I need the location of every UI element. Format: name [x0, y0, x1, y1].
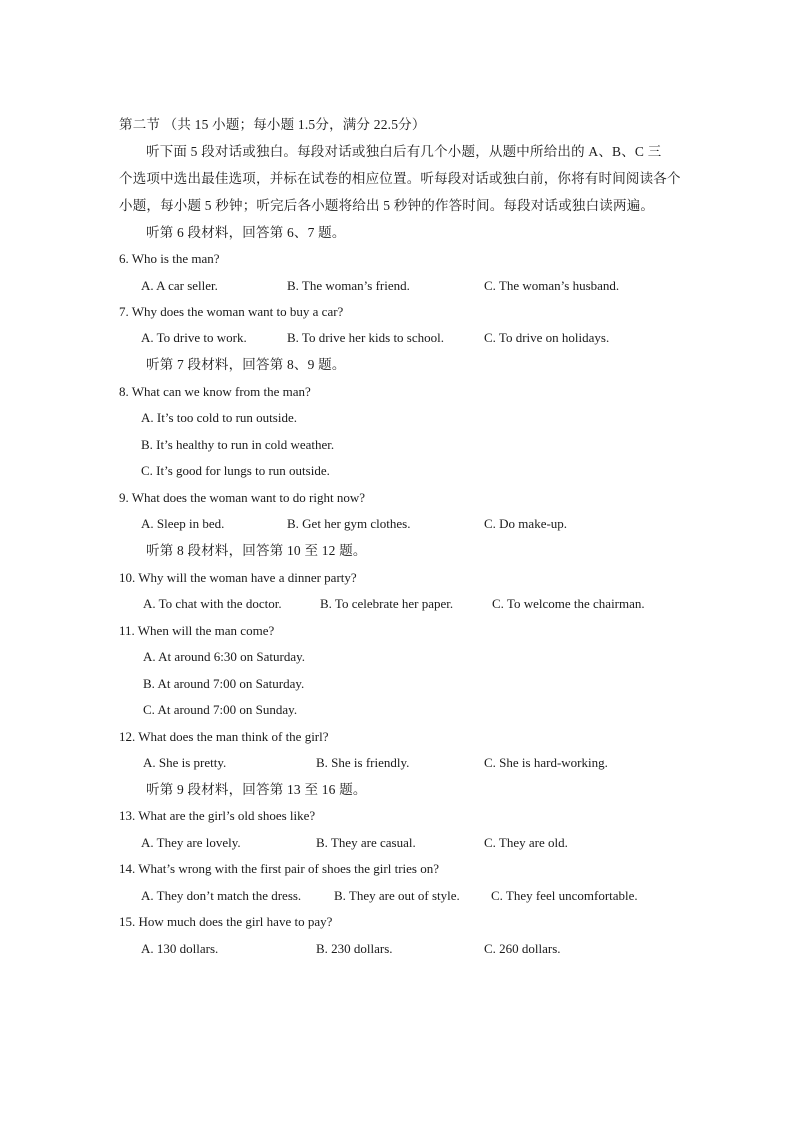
question-10-option-a: A. To chat with the doctor. [143, 596, 282, 611]
question-6-option-c: C. The woman’s husband. [484, 278, 620, 293]
question-10-option-c: C. To welcome the chairman. [492, 596, 645, 611]
direction-passage-9: 听第 9 段材料，回答第 13 至 16 题。 [146, 782, 367, 797]
question-14-option-a: A. They don’t match the dress. [141, 888, 302, 903]
question-7-option-c: C. To drive on holidays. [484, 330, 610, 345]
direction-passage-6: 听第 6 段材料，回答第 6、7 题。 [146, 225, 346, 240]
question-10-stem: 10. Why will the woman have a dinner party? [119, 570, 357, 585]
direction-passage-7: 听第 7 段材料，回答第 8、9 题。 [146, 357, 346, 372]
instruction-line-3: 小题，每小题 5 秒钟；听完后各小题将给出 5 秒钟的作答时间。每段对话或独白读两遍。 [119, 198, 655, 213]
instruction-line-1: 听下面 5 段对话或独白。每段对话或独白后有几个小题，从题中所给出的 A、B、C 三 [146, 144, 662, 159]
question-15-option-b: B. 230 dollars. [316, 941, 393, 956]
question-9-option-a: A. Sleep in bed. [141, 516, 225, 531]
section-heading: 第二节 （共 15 小题；每小题 1.5分，满分 22.5分） [119, 117, 426, 132]
question-6-option-b: B. The woman’s friend. [287, 278, 410, 293]
question-13-option-a: A. They are lovely. [141, 835, 241, 850]
question-8-option-b: B. It’s healthy to run in cold weather. [141, 437, 335, 452]
question-11-stem: 11. When will the man come? [119, 623, 275, 638]
question-8-option-c: C. It’s good for lungs to run outside. [141, 463, 330, 478]
question-6-option-a: A. A car seller. [141, 278, 218, 293]
question-8-stem: 8. What can we know from the man? [119, 384, 311, 399]
question-9-option-b: B. Get her gym clothes. [287, 516, 411, 531]
question-11-option-a: A. At around 6:30 on Saturday. [143, 649, 305, 664]
question-11-option-c: C. At around 7:00 on Sunday. [143, 702, 298, 717]
question-7-stem: 7. Why does the woman want to buy a car? [119, 304, 344, 319]
question-13-stem: 13. What are the girl’s old shoes like? [119, 808, 316, 823]
question-9-stem: 9. What does the woman want to do right now? [119, 490, 365, 505]
question-7-option-a: A. To drive to work. [141, 330, 247, 345]
question-12-option-a: A. She is pretty. [143, 755, 227, 770]
instruction-line-2: 个选项中选出最佳选项，并标在试卷的相应位置。听每段对话或独白前，你将有时间阅读各个 [119, 171, 681, 186]
question-15-option-a: A. 130 dollars. [141, 941, 219, 956]
question-11-option-b: B. At around 7:00 on Saturday. [143, 676, 305, 691]
question-10-option-b: B. To celebrate her paper. [320, 596, 454, 611]
question-12-option-b: B. She is friendly. [316, 755, 410, 770]
question-13-option-c: C. They are old. [484, 835, 568, 850]
question-8-option-a: A. It’s too cold to run outside. [141, 410, 297, 425]
question-6-stem: 6. Who is the man? [119, 251, 220, 266]
question-13-option-b: B. They are casual. [316, 835, 416, 850]
question-15-option-c: C. 260 dollars. [484, 941, 561, 956]
question-7-option-b: B. To drive her kids to school. [287, 330, 445, 345]
question-14-stem: 14. What’s wrong with the first pair of shoes the girl tries on? [119, 861, 440, 876]
direction-passage-8: 听第 8 段材料，回答第 10 至 12 题。 [146, 543, 367, 558]
question-14-option-b: B. They are out of style. [334, 888, 460, 903]
question-14-option-c: C. They feel uncomfortable. [491, 888, 638, 903]
question-12-stem: 12. What does the man think of the girl? [119, 729, 329, 744]
question-12-option-c: C. She is hard-working. [484, 755, 608, 770]
question-9-option-c: C. Do make-up. [484, 516, 568, 531]
question-15-stem: 15. How much does the girl have to pay? [119, 914, 333, 929]
